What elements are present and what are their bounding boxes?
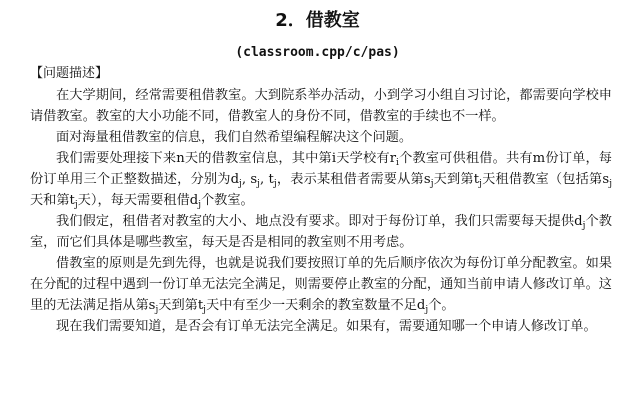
paragraph-4 — [30, 211, 612, 253]
subscript: j — [609, 179, 612, 189]
text-run: 我们需要处理接下来n天的借教室信息，其中第i天学校有r — [56, 151, 397, 166]
paragraph-5 — [30, 253, 612, 316]
subscript: j — [430, 179, 434, 189]
paragraph-3 — [30, 148, 612, 211]
text-run: 天），每天需要租借d — [77, 193, 199, 208]
text-run: 天到第t — [433, 172, 480, 187]
subscript: j — [479, 179, 482, 189]
text-run: , t — [259, 172, 274, 187]
text-run: 天和第t — [30, 193, 75, 208]
text-run: 我们假定，租借者对教室的大小、地点没有要求。即对于每份订单，我们只需要每天提供d — [56, 214, 583, 229]
subscript: j — [273, 179, 277, 189]
paragraph-6: 现在我们需要知道，是否会有订单无法完全满足。如果有，需要通知哪一个申请人修改订单。 — [56, 319, 597, 334]
problem-title: 2．借教室 — [275, 10, 360, 31]
source-filename: (classroom.cpp/c/pas) — [235, 45, 400, 60]
subscript: j — [155, 305, 159, 315]
subscript: j — [203, 305, 206, 315]
subscript: j — [425, 305, 429, 315]
text-run: 天租借教室（包括第s — [481, 172, 610, 187]
subscript: j — [198, 200, 201, 210]
subscript: j — [239, 179, 242, 189]
text-run: 个教室。 — [201, 193, 254, 208]
paragraph-1: 在大学期间，经常需要租借教室。大到院系举办活动，小到学习小组自习讨论，都需要向学校申请借教室。教室的大小功能不同，借教室人的身份不同，借教室的手续也不一样。 — [30, 88, 612, 124]
subscript: j — [582, 221, 586, 231]
text-run: ，表示某租借者需要从第s — [276, 172, 431, 187]
text-run: , s — [241, 172, 258, 187]
subscript: i — [396, 158, 399, 168]
text-run: 个教室，而它们具体是哪些教室，每天是否是相同的教室则不用考虑。 — [30, 214, 612, 250]
subscript: j — [257, 179, 260, 189]
problem-description — [30, 85, 612, 337]
text-run: 天中有至少一天剩余的教室数量不足d — [205, 298, 426, 313]
subscript: j — [74, 200, 78, 210]
text-run: 个教室可供租借。共有m份订单，每份订单用三个正整数描述，分别为d — [30, 151, 612, 187]
text-run: 借教室的原则是先到先得，也就是说我们要按照订单的先后顺序依次为每份订单分配教室。如果在分配的过程中遇到一份订单无法完全满足，则需要停止教室的分配，通知当前申请人修改订单。这里的无法满足指从第s — [30, 256, 612, 313]
section-heading: 【问题描述】 — [30, 66, 109, 81]
text-run: 天到第t — [158, 298, 204, 313]
paragraph-2: 面对海量租借教室的信息，我们自然希望编程解决这个问题。 — [56, 130, 413, 145]
text-run: 个。 — [428, 298, 455, 313]
